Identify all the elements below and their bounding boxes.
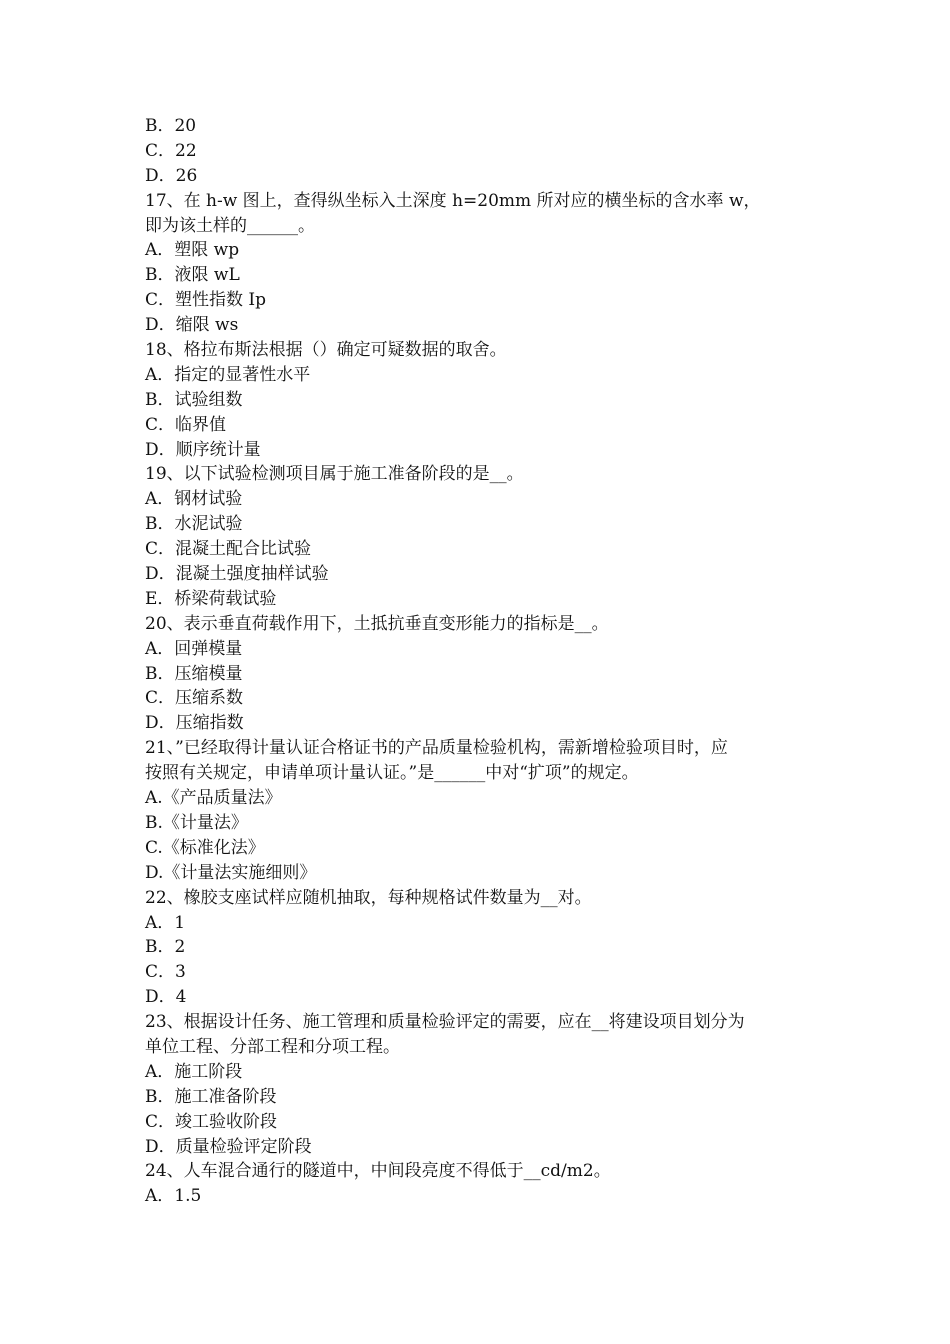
- option-d-q17: D．缩限 ws: [145, 315, 239, 336]
- option-c-q20: C．压缩系数: [145, 688, 244, 709]
- option-b-q21: B.《计量法》: [145, 812, 248, 833]
- option-a-q19: A．钢材试验: [145, 489, 243, 510]
- option-a-q18: A．指定的显著性水平: [145, 364, 311, 385]
- option-c-q16: C．22: [145, 140, 197, 161]
- option-a-q21: A.《产品质量法》: [145, 788, 282, 809]
- option-b-q22: B．2: [145, 937, 186, 958]
- option-d-q20: D．压缩指数: [145, 713, 244, 734]
- option-d-q18: D．顺序统计量: [145, 439, 261, 460]
- question-20: 20、表示垂直荷载作用下，土抵抗垂直变形能力的指标是__。: [145, 613, 609, 634]
- document-page: [145, 114, 815, 1209]
- option-b-q16: B．20: [145, 116, 197, 136]
- option-d-q23: D．质量检验评定阶段: [145, 1136, 312, 1157]
- question-22: 22、橡胶支座试样应随机抽取，每种规格试件数量为__对。: [145, 887, 592, 908]
- option-a-q22: A．1: [145, 912, 186, 933]
- option-c-q19: C．混凝土配合比试验: [145, 539, 312, 560]
- question-23-line-1: 23、根据设计任务、施工管理和质量检验评定的需要，应在__将建设项目划分为: [145, 1012, 745, 1033]
- question-18: 18、格拉布斯法根据（）确定可疑数据的取舍。: [145, 340, 507, 361]
- option-c-q21: C.《标准化法》: [145, 837, 265, 858]
- option-b-q20: B．压缩模量: [145, 663, 243, 684]
- option-a-q23: A．施工阶段: [145, 1061, 243, 1082]
- option-c-q17: C．塑性指数 Ip: [145, 290, 267, 311]
- option-c-q22: C．3: [145, 962, 186, 983]
- option-b-q18: B．试验组数: [145, 389, 243, 410]
- option-a-q17: A．塑限 wp: [145, 240, 240, 261]
- question-17-line-1: 17、在 h-w 图上，查得纵坐标入土深度 h=20mm 所对应的横坐标的含水率 w，: [145, 190, 761, 211]
- option-b-q19: B．水泥试验: [145, 514, 243, 535]
- option-a-q24: A．1.5: [145, 1186, 202, 1207]
- question-21-line-1: 21、”已经取得计量认证合格证书的产品质量检验机构，需新增检验项目时，应: [145, 738, 728, 759]
- question-24: 24、人车混合通行的隧道中，中间段亮度不得低于__cd/m2。: [145, 1161, 611, 1182]
- option-b-q23: B．施工准备阶段: [145, 1086, 277, 1107]
- option-d-q22: D．4: [145, 987, 187, 1008]
- option-d-q19: D．混凝土强度抽样试验: [145, 564, 329, 585]
- question-21-line-2: 按照有关规定，申请单项计量认证。”是______中对“扩项”的规定。: [145, 763, 639, 784]
- option-e-q19: E．桥梁荷载试验: [145, 588, 277, 609]
- option-d-q16: D．26: [145, 165, 198, 186]
- option-d-q21: D.《计量法实施细则》: [145, 862, 317, 883]
- option-c-q23: C．竣工验收阶段: [145, 1111, 278, 1132]
- question-23-line-2: 单位工程、分部工程和分项工程。: [145, 1036, 400, 1057]
- option-c-q18: C．临界值: [145, 414, 227, 435]
- question-17-line-2: 即为该土样的______。: [145, 215, 315, 236]
- option-a-q20: A．回弹模量: [145, 638, 243, 659]
- option-b-q17: B．液限 wL: [145, 265, 240, 286]
- question-19: 19、以下试验检测项目属于施工准备阶段的是__。: [145, 464, 524, 485]
